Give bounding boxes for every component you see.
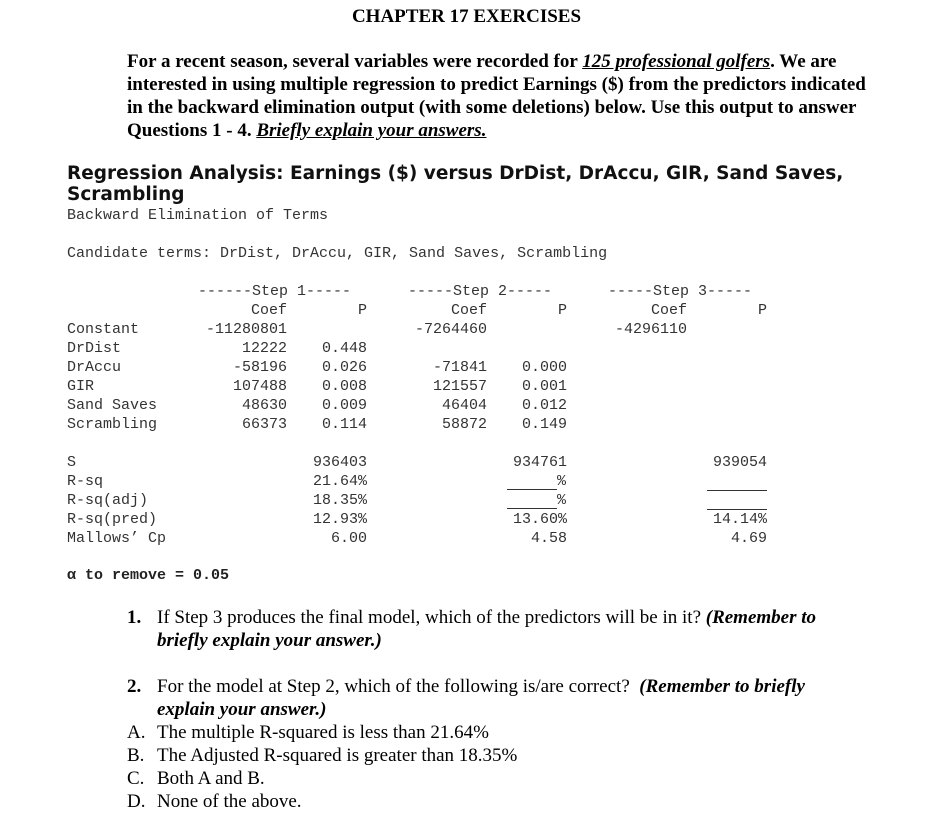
step2-coef-header: Coef [450,302,487,319]
stat-s3: 14.14% [712,511,767,528]
step1-coef-header: Coef [250,302,287,319]
stat-label: R-sq(pred) [67,511,158,528]
s1-p: 0.008 [321,378,367,395]
question-1-text: If Step 3 produces the final model, which of the predictors will be in it? [157,607,701,628]
option-a-letter: A. [127,722,146,743]
s2-p: 0.012 [521,397,567,414]
s2-p: 0.000 [521,359,567,376]
stat-s1: 12.93% [312,511,367,528]
option-c-text: Both A and B. [157,768,265,789]
question-1-note: (Remember to briefly explain your answer.) [157,607,817,651]
stat-s2-blank [507,473,566,490]
question-2-note: (Remember to briefly explain your answer.) [157,676,805,720]
s1-p: 0.114 [321,416,367,433]
s1-p: 0.026 [321,359,367,376]
option-d-letter: D. [127,791,146,812]
term-label: DrDist [67,340,122,357]
s3-coef: -4296110 [614,321,687,338]
term-label: GIR [67,378,95,395]
percent-sign: % [557,492,567,509]
intro-underlined-explain: Briefly explain your answers. [256,120,487,141]
stat-s3-blank [707,473,767,491]
answer-blank [507,494,557,509]
question-1 [157,606,857,652]
s1-coef: 107488 [232,378,287,395]
option-a-text: The multiple R-squared is less than 21.64% [157,722,489,743]
term-label: Sand Saves [67,397,158,414]
s1-p: 0.009 [321,397,367,414]
regression-subheading: Backward Elimination of Terms [67,207,329,224]
stat-label: R-sq(adj) [67,492,149,509]
stat-s2: 934761 [512,454,567,471]
stat-s2-blank [507,492,566,509]
step3-header: -----Step 3----- [608,283,753,300]
stat-s1: 936403 [312,454,367,471]
step1-header: ------Step 1----- [198,283,352,300]
s2-coef: 46404 [441,397,487,414]
page-title: CHAPTER 17 EXERCISES [351,6,582,27]
intro-paragraph [127,50,867,142]
stat-s1: 21.64% [312,473,367,490]
s2-coef: -71841 [432,359,487,376]
term-label: Constant [67,321,140,338]
s1-coef: -11280801 [205,321,287,338]
term-label: Scrambling [67,416,158,433]
s2-coef: -7264460 [414,321,487,338]
s2-coef: 121557 [432,378,487,395]
option-c-letter: C. [127,768,145,789]
alpha-to-remove: α to remove = 0.05 [67,567,230,584]
stat-s3-blank [707,492,767,510]
option-b-text: The Adjusted R-squared is greater than 18.35% [157,745,518,766]
candidate-terms: Candidate terms: DrDist, DrAccu, GIR, Sand Saves, Scrambling [67,245,608,262]
s1-coef: 12222 [241,340,287,357]
s1-coef: 48630 [241,397,287,414]
stat-s1: 18.35% [312,492,367,509]
stat-s3: 4.69 [730,530,767,547]
answer-blank [707,476,767,491]
stat-s3: 939054 [712,454,767,471]
step2-header: -----Step 2----- [408,283,553,300]
stat-label: Mallows’ Cp [67,530,167,547]
step2-p-header: P [557,302,567,319]
stat-s2: 4.58 [530,530,567,547]
intro-text-1: For a recent season, several variables were recorded for [127,51,583,72]
s2-coef: 58872 [441,416,487,433]
question-1-number: 1. [127,607,142,628]
step3-p-header: P [757,302,767,319]
percent-sign: % [557,473,567,490]
intro-text-2: . We are interested in using multiple regression to predict Earnings ($) from the predictors indicated in the backward elimination output (with some deletions) below. Use this output to answer Questions 1 - 4. [127,51,866,141]
regression-heading: Regression Analysis: Earnings ($) versus DrDist, DrAccu, GIR, Sand Saves, Scrambling [67,163,844,205]
s1-p: 0.448 [321,340,367,357]
answer-blank [507,475,557,490]
option-b-letter: B. [127,745,145,766]
question-2-text: For the model at Step 2, which of the following is/are correct? [157,676,630,697]
s1-coef: -58196 [232,359,287,376]
s2-p: 0.149 [521,416,567,433]
stat-label: S [67,454,77,471]
stat-label: R-sq [67,473,104,490]
answer-blank [707,495,767,510]
s1-coef: 66373 [241,416,287,433]
stat-s1: 6.00 [330,530,367,547]
s2-p: 0.001 [521,378,567,395]
step3-coef-header: Coef [650,302,687,319]
question-2 [157,675,857,721]
option-d-text: None of the above. [157,791,302,812]
term-label: DrAccu [67,359,122,376]
step1-p-header: P [357,302,367,319]
question-2-number: 2. [127,676,142,697]
stat-s2: 13.60% [512,511,567,528]
intro-underlined-golfers: 125 professional golfers [582,51,771,72]
